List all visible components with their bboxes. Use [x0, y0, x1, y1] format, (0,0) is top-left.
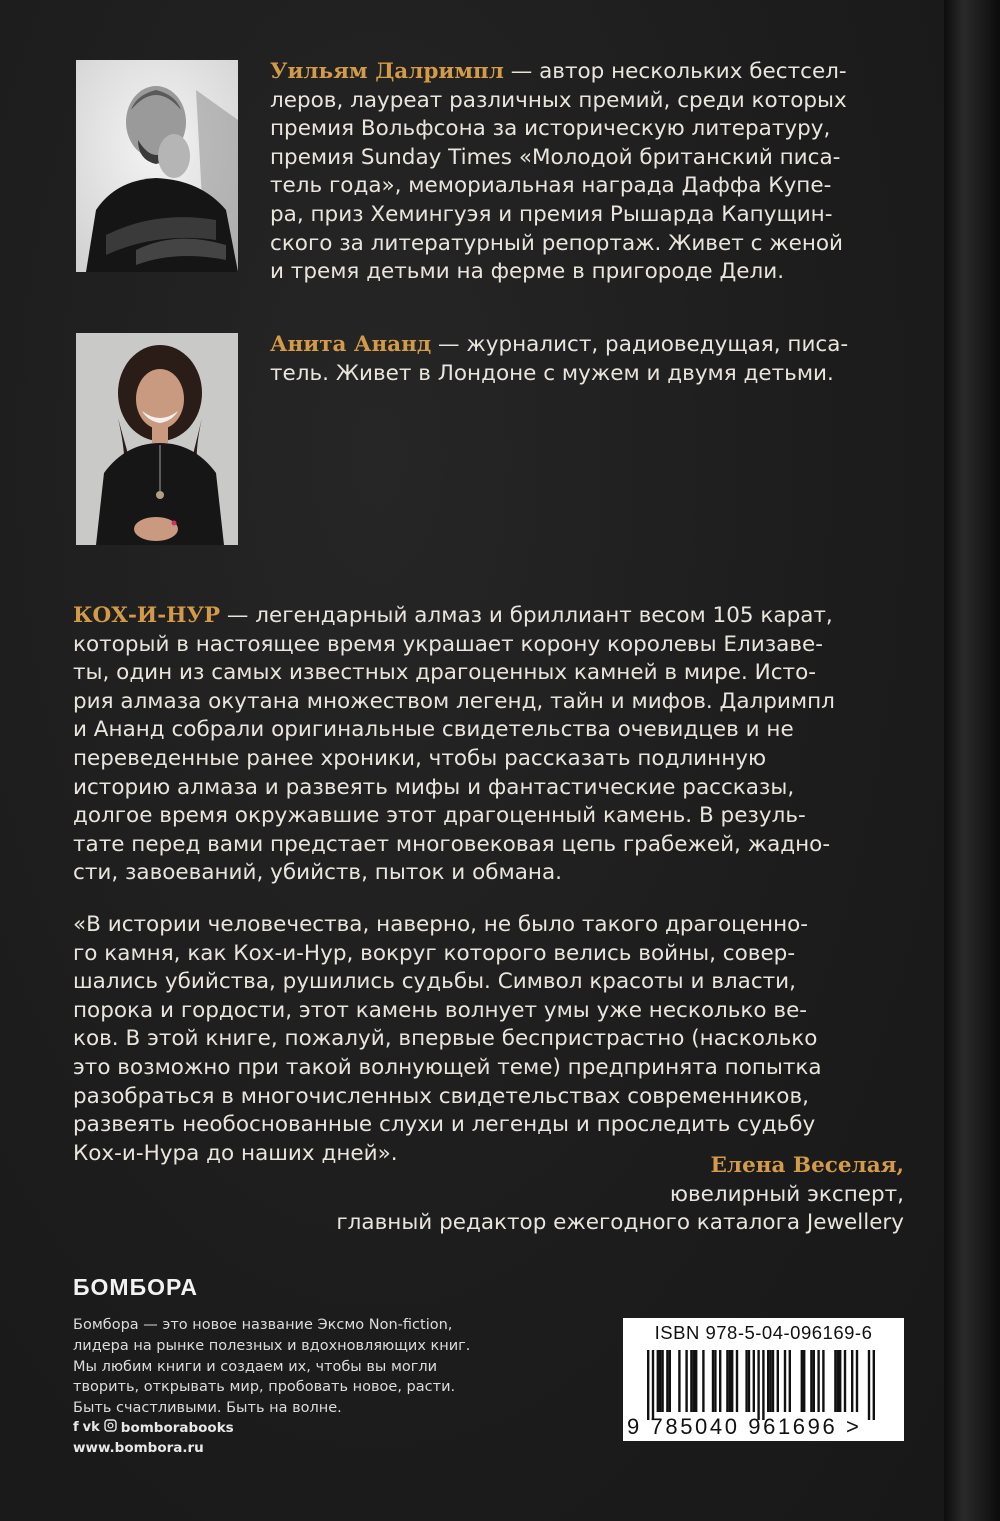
author2-name: Анита Ананд — [270, 332, 432, 357]
book-spine — [944, 0, 1000, 1521]
barcode-bar — [685, 1350, 687, 1412]
barcode-bar — [726, 1350, 728, 1412]
barcode-bar — [729, 1350, 731, 1412]
barcode-bar — [873, 1350, 875, 1420]
barcode-bar — [813, 1350, 815, 1412]
isbn-barcode-box — [623, 1318, 904, 1441]
barcode-bar — [817, 1350, 819, 1412]
barcode-bar — [844, 1350, 846, 1412]
barcode-bar — [719, 1350, 721, 1412]
quote-author: Елена Веселая, — [710, 1153, 904, 1178]
barcode-bar — [837, 1350, 839, 1412]
barcode-bar — [753, 1350, 755, 1412]
barcode-bar — [693, 1350, 695, 1412]
barcode-bar — [803, 1350, 805, 1412]
barcode-bar — [657, 1350, 659, 1412]
barcode-bar — [745, 1350, 747, 1412]
instagram-icon[interactable] — [104, 1419, 117, 1436]
book-description: КОХ-И-НУР — легендарный алмаз и бриллиант весом 105 карат, который в настоящее время украшает корону королевы Елизаве- ты, один из самых известных драгоценных камней в мире. Исто- рия алмаза окутана множеством легенд, тайн и мифов. Далримпл и Ананд собрали оригинальные свидетельства очевидцев и не переведенные ранее хроники, чтобы рассказать подлинную историю алмаза и развеять мифы и фантастические рассказы, долгое время окружавшие этот драгоценный камень. В резуль- тате перед вами предстает многовековая цепь грабежей, жадно- сти, завоеваний, убийств, пыток и обмана. — [73, 603, 835, 886]
barcode-bar — [731, 1350, 733, 1412]
barcode-bar — [789, 1350, 791, 1412]
barcode-bar — [757, 1350, 759, 1420]
barcode-bar — [784, 1350, 786, 1412]
barcode-bar — [851, 1350, 853, 1412]
publisher-logo: БОМБОРА — [73, 1274, 198, 1300]
publisher-blurb: Бомбора — это новое название Эксмо Non-fiction, лидера на рынке полезных и вдохновляющих книг. Мы любим книги и создаем их, чтобы вы могли творить, открывать мир, пробовать новое, расти. Быть счастливыми. Быть на волне. — [73, 1317, 471, 1417]
barcode-bar — [669, 1350, 671, 1412]
barcode-bar — [736, 1350, 738, 1412]
isbn-digits: 9 785040 961696 > — [627, 1414, 862, 1439]
barcode-bar — [678, 1350, 680, 1412]
author1-bio: Уильям Далримпл — автор нескольких бестсел- леров, лауреат различных премий, среди которых премия Вольфсона за историческую литературу, премия Sunday Times «Молодой британский писа- тель года», мемориальная награда Даффа Купе- ра, приз Хемингуэя и премия Рышарда Капущин- ского за литературный репортаж. Живет с женой и тремя детьми на ферме в пригороде Дели. — [270, 59, 847, 285]
author2-photo — [76, 333, 238, 545]
barcode-bar — [772, 1350, 774, 1412]
barcode-bar — [839, 1350, 841, 1412]
barcode-bar — [834, 1350, 836, 1412]
barcode-bar — [659, 1350, 661, 1412]
barcode-bar — [690, 1350, 692, 1412]
book-title: КОХ-И-НУР — [73, 603, 221, 628]
barcode-bar — [666, 1350, 668, 1412]
author1-name: Уильям Далримпл — [270, 59, 504, 84]
quote-author-role2: главный редактор ежегодного каталога Jewellery — [336, 1210, 904, 1236]
barcode-bar — [702, 1350, 704, 1412]
barcode-bar — [777, 1350, 779, 1412]
author1-photo — [76, 60, 238, 272]
barcode-bar — [856, 1350, 858, 1412]
quote-signature — [336, 1152, 904, 1238]
social-links — [73, 1419, 234, 1436]
barcode-bar — [810, 1350, 812, 1412]
publisher-website[interactable]: www.bombora.ru — [73, 1440, 204, 1456]
barcode-bar — [801, 1350, 803, 1412]
isbn-label: ISBN 978-5-04-096169-6 — [654, 1322, 873, 1343]
barcode-bar — [647, 1350, 649, 1420]
barcode-bar — [661, 1350, 663, 1412]
author2-bio: Анита Ананд — журналист, радиоведущая, писа- тель. Живет в Лондоне с мужем и двумя детьми. — [270, 332, 849, 386]
barcode-bar — [652, 1350, 654, 1420]
barcode-bar — [714, 1350, 716, 1412]
barcode-bar — [748, 1350, 750, 1412]
barcode-bar — [769, 1350, 771, 1412]
barcode-bar — [712, 1350, 714, 1412]
barcode-bar — [695, 1350, 697, 1412]
quote-author-role1: ювелирный эксперт, — [669, 1181, 904, 1207]
barcode-bar — [822, 1350, 824, 1412]
social-handle[interactable]: bomborabooks — [120, 1419, 234, 1436]
barcode-bar — [767, 1350, 769, 1412]
facebook-icon[interactable]: f — [73, 1420, 79, 1435]
barcode-bar — [762, 1350, 764, 1420]
review-quote: «В истории человечества, наверно, не было такого драгоценно- го камня, как Кох-и-Нур, вокруг которого велись войны, совер- шались убийства, рушились судьбы. Символ красоты и власти, порока и гордости, этот камень волнует умы уже несколько ве- ков. В этой книге, пожалуй, впервые беспристрастно (насколько это возможно при такой волнующей теме) предпринята попытка разобраться в многочисленных свидетельствах современников, развеять необоснованные слухи и легенды и проследить судьбу Кох-и-Нура до наших дней». — [73, 912, 822, 1166]
vk-icon[interactable]: vk — [82, 1420, 100, 1435]
barcode-bar — [868, 1350, 870, 1420]
